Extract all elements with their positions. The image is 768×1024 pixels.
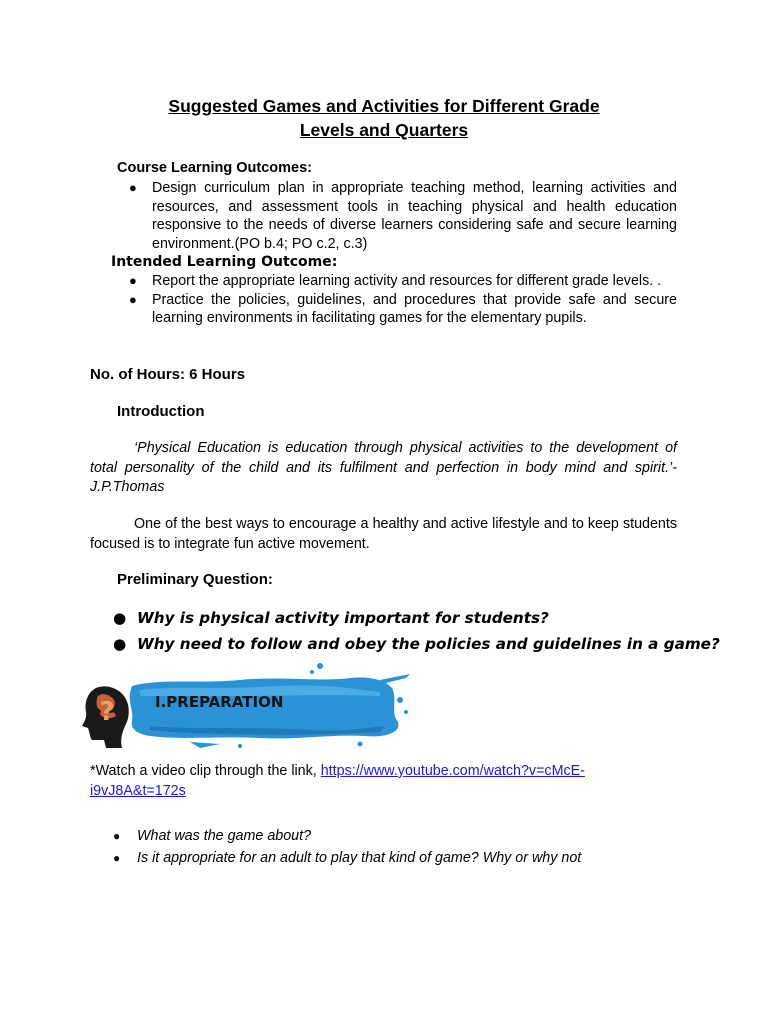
title-line-2: Levels and Quarters xyxy=(299,120,469,140)
list-item: ● Why need to follow and obey the policies and guidelines in a game? xyxy=(113,631,720,657)
bullet-icon: ● xyxy=(113,851,121,865)
head-question-icon xyxy=(82,686,129,748)
list-item: ● Report the appropriate learning activity and resources for different grade levels. . xyxy=(129,273,662,289)
intended-outcomes-heading: Intended Learning Outcome: xyxy=(111,254,338,270)
preparation-banner-label: I.PREPARATION xyxy=(155,693,284,711)
introduction-heading: Introduction xyxy=(117,403,205,420)
svg-text:?: ? xyxy=(99,697,115,727)
course-outcomes-list xyxy=(129,179,677,253)
course-outcomes-heading: Course Learning Outcomes: xyxy=(117,160,312,176)
intro-quote: ‘Physical Education is education through physical activities to the development of total personality of the child and its fulfilment and perfection in body mind and spirit.’- J.P.Thomas xyxy=(90,440,677,495)
youtube-link[interactable]: https://www.youtube.com/watch?v=cMcE- i9vJ8A&t=172s xyxy=(90,763,585,799)
bullet-icon: ● xyxy=(129,180,137,195)
list-item: ● Why is physical activity important for students? xyxy=(113,605,720,631)
hours-label: No. of Hours: 6 Hours xyxy=(90,366,246,383)
list-item: ● What was the game about? xyxy=(113,825,581,847)
intro-paragraph: One of the best ways to encourage a healthy and active lifestyle and to keep students focused is to integrate fun active movement. xyxy=(90,516,677,552)
preliminary-heading: Preliminary Question: xyxy=(117,571,273,588)
watch-instruction xyxy=(90,762,650,801)
document-title xyxy=(120,94,648,142)
bullet-icon: ● xyxy=(129,273,137,288)
bullet-icon: ● xyxy=(113,609,127,627)
bullet-icon: ● xyxy=(113,635,127,653)
intended-outcomes-list xyxy=(129,272,677,328)
preparation-questions xyxy=(113,825,581,869)
list-item: ● Practice the policies, guidelines, and procedures that provide safe and secure learning environments in facilitating games for the elementary pupils. xyxy=(129,291,677,327)
list-item: ● Is it appropriate for an adult to play that kind of game? Why or why not xyxy=(113,847,581,869)
preliminary-questions xyxy=(113,605,720,657)
watch-text: *Watch a video clip through the link, xyxy=(90,763,321,779)
bullet-icon: ● xyxy=(113,829,121,843)
list-item: ● Design curriculum plan in appropriate teaching method, learning activities and resources, and assessment tools in teaching physical and health education responsive to the needs of diverse learners considering safe and secure learning environment.(PO b.4; PO c.2, c.3) xyxy=(129,180,677,252)
bullet-icon: ● xyxy=(129,291,137,307)
title-line-1: Suggested Games and Activities for Different Grade xyxy=(168,96,600,116)
